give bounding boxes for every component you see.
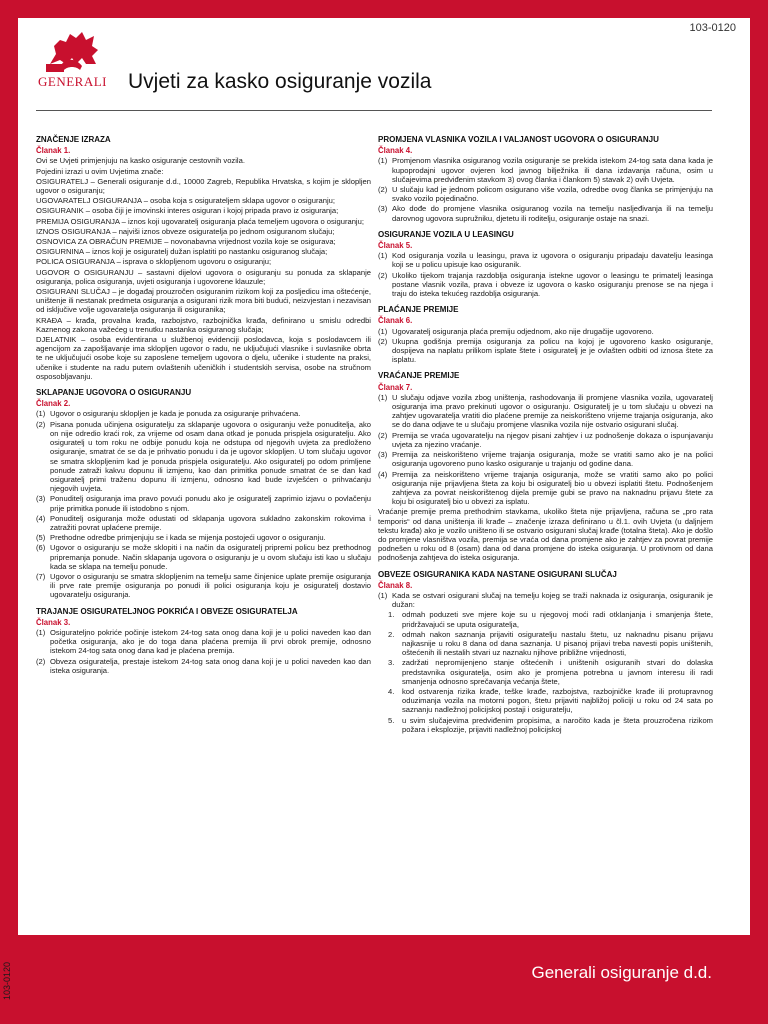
paragraph: PREMIJA OSIGURANJA – iznos koji ugovaratelj osiguranja plaća temeljem ugovora o osiguranju; [36, 216, 364, 226]
item-number: (5) [36, 533, 46, 543]
item-number: 5. [388, 715, 395, 725]
section-heading: PROMJENA VLASNIKA VOZILA I VALJANOST UGOVORA O OSIGURANJU [378, 135, 659, 144]
item-number: (1) [378, 156, 388, 166]
document-code: 103-0120 [689, 22, 736, 34]
article-label: Članak 4. [378, 146, 413, 156]
item-number: (2) [378, 270, 388, 280]
item-text: Ugovor o osiguranju sklopljen je kada je ponuda za osiguranje prihvaćena. [50, 409, 301, 419]
item-text: Ukoliko tijekom trajanja razdoblja osiguranja istekne ugovor o leasingu te primatelj leasinga postane vlasnik vozila, prava i obveze iz ugovora o kasko osiguranju prenose se na njega i traju do isteka tekućeg razdoblja osiguranja. [392, 270, 713, 299]
article-label: Članak 1. [36, 146, 71, 156]
paragraph: KRAĐA – krađa, provalna krađa, razbojstvo, razbojnička krađa, definirano u smislu odredbi Kaznenog zakona važećeg u trenutku nastanka osiguranog slučaja; [36, 315, 371, 334]
item-text: Promjenom vlasnika osiguranog vozila osiguranje se prekida istekom 24-tog sata dana kada je kupoprodajni ugovor ovjeren kod javnog bilježnika ili dana izdavanja računa, osim u slučajevima predviđenim stavkom 3) ovog članka i člankom 5) stavak 2) ovih Uvjeta. [392, 156, 713, 184]
paragraph: DJELATNIK – osoba evidentirana u službenoj evidenciji poslodavca, koja s poslodavcem ili agencijom za zapošljavanje ima sklopljen ugovor o radu, ne uključujući vlasnike i suvlasnike obrta te ne uključujući osobe koje su zaposlene temeljem ugovora o djelu, učenike i studente na praksi, učenike i studente na radu putem ovlaštenih učeničkih i studentskih servisa, osobe na stručnom osposobljavanju. [36, 335, 371, 381]
item-number: (1) [378, 251, 388, 261]
section-heading: VRAĆANJE PREMIJE [378, 371, 460, 381]
numbered-item [36, 533, 371, 542]
paragraph: OSIGURANI SLUČAJ – je događaj prouzročen osiguranim rizikom koji za posljedicu ima oštećenje, uništenje ili nestanak predmeta osiguranja a osigurani rizik mora biti budući, neizvjestan i nezavisan od isključive volje ugovaratelja osiguranja ili osiguranika; [36, 287, 371, 315]
item-text: Premija se vraća ugovaratelju na njegov pisani zahtjev i uz podnošenje dokaza o ispunjavanju uvjeta za njezino vraćanje. [392, 430, 713, 449]
item-text: Pisana ponuda učinjena osiguratelju za sklapanje ugovora o osiguranju veže ponuditelja, ako on nije odredio kraći rok, za vrijeme od osam dana otkad je ponuda prispjela osiguratelju. Ako osiguratelj u tom roku ne odbije ponudu koja ne odstupa od njegovih uvjeta za predloženo osiguranje, smatrat će se da je prihvatio ponudu i da je ugovor sklopljen. U tom slučaju ugovor se smatra sklopljenim kad je ponuda prispjela osiguratelju. Ako osiguratelj po odom primljene ponude zatraži kakvu dopunu ili izmjenu, kao dan primitka ponude smatrat će se dan kad osiguratelj primi traženu dopunu ili izmjenu, odnosno kad bude izvješćen o prihvaćanju njegovih uvjeta. [50, 419, 371, 494]
item-number: (7) [36, 571, 46, 581]
sub-list-item [388, 716, 713, 734]
item-number: (1) [36, 627, 46, 637]
numbered-item [36, 494, 371, 512]
footer-company-name: Generali osiguranje d.d. [531, 963, 712, 982]
right-text-column [378, 128, 713, 928]
item-number: (1) [36, 409, 46, 419]
item-number: (2) [378, 185, 388, 195]
item-text: Kada se ostvari osigurani slučaj na temelju kojeg se traži naknada iz osiguranja, osiguranik je dužan: [392, 590, 713, 610]
item-text: Ugovaratelj osiguranja plaća premiju odjednom, ako nije drugačije ugovoreno. [392, 326, 654, 336]
paragraph: POLICA OSIGURANJA – isprava o sklopljenom ugovoru o osiguranju; [36, 257, 272, 267]
sub-list-item [388, 630, 713, 658]
item-text: U slučaju odjave vozila zbog uništenja, rashodovanja ili promjene vlasnika vozila, ugovaratelj osiguranja ima pravo prekinuti ugovor o osiguranju. Osiguratelj je u tom slučaju u obvezi na zahtjev ugovaratelja vratiti dio plaćene premije za neiskorišteno vrijeme trajanja osiguranja, ako se do dana odjave te u slučaju promjene vlasnika vozila nije ostvario osigurani slučaj. [392, 392, 713, 430]
item-number: (3) [378, 450, 388, 460]
item-text: U slučaju kad je jednom policom osigurano više vozila, odredbe ovog članka se primjenjuju na svako vozilo pojedinačno. [392, 185, 713, 204]
numbered-item [36, 572, 371, 600]
item-number: (2) [378, 430, 388, 440]
item-text: Premija za neiskorišteno vrijeme trajanja osiguranja, može se vratiti samo ako po polici osiguranja nije prijavljena šteta za koju bi osiguratelj bio u obvezi isplatiti štetu. Podnošenjem zahtjeva za povrat neiskorištenog dijela premije gubi se pravo na naknadnu prijavu štete za koju bi osiguratelj bio u obvezi za isplatu. [392, 469, 713, 507]
item-number: (4) [36, 513, 46, 523]
top-red-border [0, 0, 768, 18]
numbered-item [36, 420, 371, 494]
left-text-column [36, 128, 371, 928]
page-title: Uvjeti za kasko osiguranje vozila [128, 70, 432, 93]
item-text: Kod osiguranja vozila u leasingu, prava iz ugovora o osiguranju pripadaju davatelju leasinga koji se u policu upisuje kao osiguranik. [392, 251, 713, 270]
item-text: Ukupna godišnja premija osiguranja za policu na kojoj je ugovoreno kasko osiguranje, dospijeva na naplatu prilikom isplate štete i osiguratelj je je ovlašten odbiti od iznosa štete za isplatu. [392, 336, 713, 365]
paragraph: Pojedini izrazi u ovim Uvjetima znače: [36, 166, 164, 176]
paragraph: IZNOS OSIGURANJA – najviši iznos obveze osiguratelja po jednom osiguranom slučaju; [36, 226, 335, 236]
numbered-item [378, 271, 713, 299]
item-text: Obveza osiguratelja, prestaje istekom 24-tog sata onog dana koji je u polici naveden kao dan isteka osiguranja. [50, 656, 371, 675]
item-number: 3. [388, 658, 395, 668]
section-heading: TRAJANJE OSIGURATELJNOG POKRIĆA I OBVEZE OSIGURATELJA [36, 606, 298, 616]
sub-list-item [388, 658, 713, 686]
numbered-item [378, 156, 713, 184]
paragraph: OSIGURANIK – osoba čiji je imovinski interes osiguran i kojoj pripada pravo iz osiguranja; [36, 206, 339, 216]
paragraph: Ovi se Uvjeti primjenjuju na kasko osiguranje cestovnih vozila. [36, 156, 245, 166]
item-number: (2) [36, 419, 46, 429]
item-number: (1) [378, 326, 388, 336]
item-number: (2) [36, 656, 46, 666]
numbered-item [378, 591, 713, 609]
item-text: zadržati nepromijenjeno stanje oštećenih i uništenih osiguranih stvari do dolaska predstavnika osiguratelja, osim ako je promjena potrebna u javnom interesu ili radi smanjenja odnosno sprečavanja većanja štete, [402, 658, 713, 686]
paragraph: OSIGURATELJ – Generali osiguranje d.d., 10000 Zagreb, Republika Hrvatska, s kojim je sklopljen ugovor o osiguranju; [36, 176, 371, 196]
article-label: Članak 5. [378, 241, 413, 251]
item-number: 2. [388, 629, 395, 639]
item-text: Ako dođe do promjene vlasnika osiguranog vozila na temelju nasljeđivanja ili na temelju darovnog ugovora supružniku, djetetu ili roditelju, osiguranje ostaje na snazi. [392, 204, 713, 223]
item-text: Premija za neiskorišteno vrijeme trajanja osiguranja, može se vratiti samo ako je na polici osiguranja ugovoreno puno kasko osiguranje u trajanju od godine dana. [392, 450, 713, 469]
brand-wordmark: GENERALI [38, 74, 107, 89]
item-text: odmah poduzeti sve mjere koje su u njegovoj moći radi otklanjanja i smanjenja štete, pridržavajući se uputa osiguratelja, [402, 610, 713, 629]
paragraph: UGOVOR O OSIGURANJU – sastavni dijelovi ugovora o osiguranju su ponuda za sklapanje osiguranja, polica osiguranja, uvjeti osiguranja i ugovorene klauzule; [36, 267, 371, 286]
item-text: Ugovor o osiguranju se može sklopiti i na način da osiguratelj pripremi policu bez prethodnog pripremanja ponude. Način sklapanja ugovora o osiguranju je u ovom slučaju isti kao u slučaju kada se sklapa na temelju ponude. [50, 543, 371, 571]
paragraph: Vraćanje premije prema prethodnim stavkama, ukoliko šteta nije prijavljena, računa se „pro rata temporis“ od dana uništenja ili krađe – značenje izraza definirano u čl.1. ovih Uvjeta (u daljnjem tekstu krađa) ako je vozilo uništeno ili se ostvario osigurani slučaj krađe (totalna šteta). Ako je došlo do promjene vlasništva vozila, premija se vraća od dana promjene ako je zahtjev za povrat premije podnešen u roku od 8 (osam) dana od dana promjene do isteka osiguranja. U protivnom od dana podnošenja zahtjeva do isteka osiguranja. [378, 507, 713, 563]
numbered-item [36, 628, 371, 656]
item-number: (2) [378, 336, 388, 346]
numbered-item [378, 251, 713, 269]
paragraph: UGOVARATELJ OSIGURANJA – osoba koja s osigurateljem sklapa ugovor o osiguranju; [36, 196, 335, 206]
item-number: (1) [378, 392, 388, 402]
article-label: Članak 3. [36, 617, 71, 627]
right-red-border [750, 0, 768, 1024]
item-text: Osigurateljno pokriće počinje istekom 24-tog sata onog dana koji je u polici naveden kao dan početka osiguranja, ako je do toga dana plaćena premija ili prvi obrok premije, odnosno istekom 24-tog sata onog dana kad je plaćena premija. [50, 627, 371, 656]
numbered-item [378, 393, 713, 430]
item-number: (4) [378, 469, 388, 479]
numbered-item [378, 204, 713, 222]
sub-list-item [388, 687, 713, 715]
section-heading: PLAĆANJE PREMIJE [378, 305, 459, 315]
numbered-item [36, 409, 371, 418]
left-red-border [0, 0, 18, 1024]
paragraph: OSNOVICA ZA OBRAČUN PREMIJE – novonabavna vrijednost vozila koje se osigurava; [36, 237, 336, 247]
item-text: Ugovor o osiguranju se smatra sklopljenim na temelju same činjenice uplate premije osiguranja ili prve rate premije osiguranja po ponudi ili polici osiguranja koju je osiguratelj dostavio ugovaratelju osiguranja. [50, 571, 371, 600]
item-number: 1. [388, 610, 395, 620]
item-text: Ponuditelj osiguranja ima pravo povući ponudu ako je osiguratelj zaprimio izjavu o povlačenju prije primitka ponude ili istodobno s njom. [50, 494, 371, 513]
numbered-item [378, 185, 713, 203]
numbered-item [36, 514, 371, 532]
numbered-item [378, 337, 713, 365]
numbered-item [378, 470, 713, 507]
header-divider [36, 110, 712, 111]
item-number: (3) [378, 204, 388, 214]
section-heading: OBVEZE OSIGURANIKA KADA NASTANE OSIGURANI SLUČAJ [378, 569, 617, 579]
item-number: 4. [388, 686, 395, 696]
numbered-item [378, 431, 713, 449]
item-number: (6) [36, 543, 46, 553]
numbered-item [378, 450, 713, 468]
item-number: (1) [378, 590, 388, 600]
numbered-item [36, 657, 371, 675]
article-label: Članak 7. [378, 382, 413, 392]
item-text: kod ostvarenja rizika krađe, teške krađe, razbojstva, razbojničke krađe ili protupravnog oduzimanja vozila na motorni pogon, štetu prijaviti najbližoj policiji u roku od 24 sata po saznanju nadležnoj policijskoj postaji i osiguratelju, [402, 686, 713, 715]
section-heading: SKLAPANJE UGOVORA O OSIGURANJU [36, 388, 192, 398]
article-label: Članak 8. [378, 580, 413, 590]
item-number: (3) [36, 494, 46, 504]
section-heading: OSIGURANJE VOZILA U LEASINGU [378, 229, 514, 239]
article-label: Članak 6. [378, 316, 413, 326]
sub-list-item [388, 610, 713, 628]
item-text: Ponuditelj osiguranja može odustati od sklapanja ugovora sukladno zakonskim rokovima i zatražiti povrat uplaćene premije. [50, 513, 371, 532]
paragraph: OSIGURNINA – iznos koji je osiguratelj dužan isplatiti po nastanku osiguranog slučaja; [36, 247, 328, 257]
item-text: odmah nakon saznanja prijaviti osiguratelju nastalu štetu, uz naknadnu pisanu prijavu najkasnije u roku 8 dana od dana saznanja. U pisanoj prijavi treba navesti popis uništenih, oštećenih ili nestalih stvari uz naznaku njihove približne vrijednosti, [402, 629, 713, 658]
section-heading: ZNAČENJE IZRAZA [36, 135, 111, 144]
numbered-item [378, 327, 713, 336]
item-text: Prethodne odredbe primjenjuju se i kada se mijenja postojeći ugovor o osiguranju. [50, 533, 326, 543]
side-document-code: 103-0120 [2, 961, 12, 1000]
article-label: Članak 2. [36, 399, 71, 409]
numbered-item [36, 543, 371, 571]
item-text: u svim slučajevima predviđenim propisima, a naročito kada je šteta prouzročena rizikom požara i eksplozije, prijaviti nadležnoj policijskoj [402, 715, 713, 734]
